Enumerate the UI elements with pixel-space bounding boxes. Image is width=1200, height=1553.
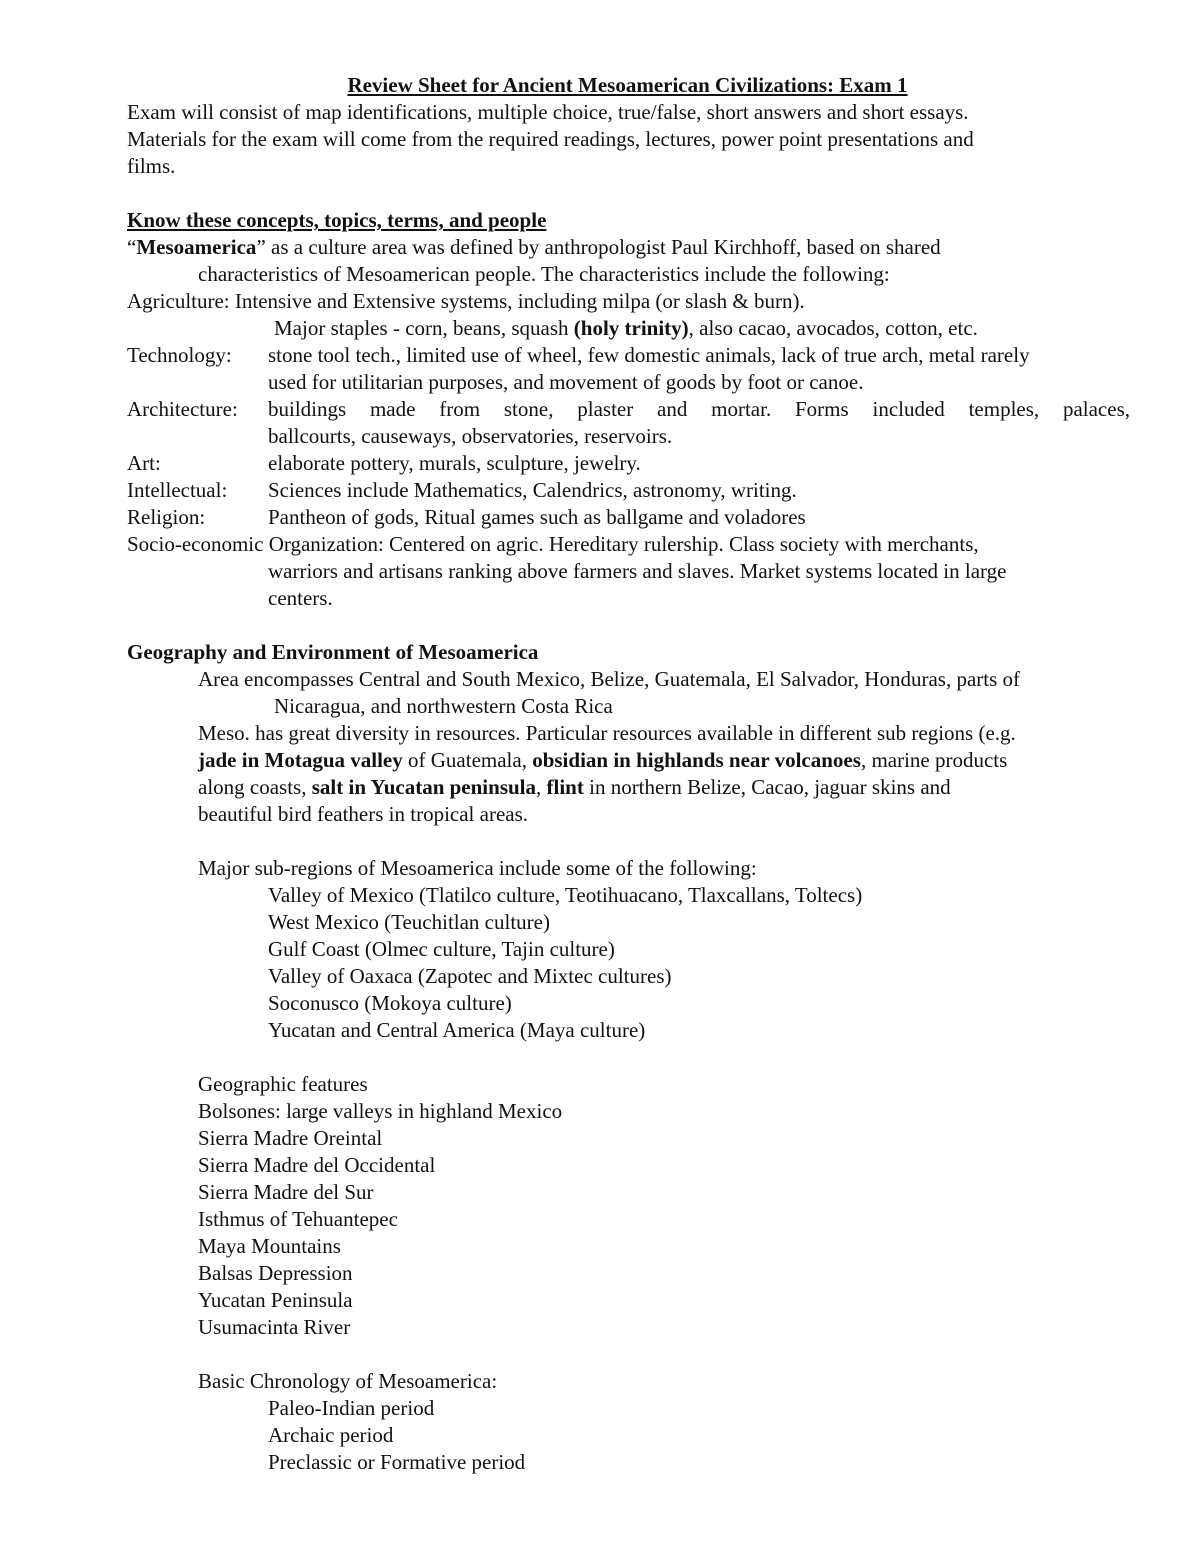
- religion-text: Pantheon of gods, Ritual games such as ballgame and voladores: [268, 505, 806, 529]
- feature-item: Maya Mountains: [198, 1234, 341, 1258]
- subregion-item: West Mexico (Teuchitlan culture): [268, 910, 550, 934]
- feature-item: Balsas Depression: [198, 1261, 353, 1285]
- diversity-text: of Guatemala,: [402, 748, 533, 772]
- staples-text-end: , also cacao, avocados, cotton, etc.: [688, 316, 978, 340]
- chronology-item: Preclassic or Formative period: [268, 1450, 526, 1474]
- diversity-text: ,: [536, 775, 547, 799]
- socio-text: Centered on agric. Hereditary rulership. Class society with merchants,: [383, 532, 979, 556]
- religion-label: Religion:: [127, 505, 206, 529]
- socio-row: [127, 531, 979, 558]
- socio-continuation: warriors and artisans ranking above farmers and slaves. Market systems located in large: [268, 559, 1007, 583]
- art-label: Art:: [127, 451, 161, 475]
- features-heading: Geographic features: [198, 1072, 368, 1096]
- flint-term: flint: [546, 775, 584, 799]
- agriculture-label: Agriculture:: [127, 289, 230, 313]
- chronology-item: Archaic period: [268, 1423, 394, 1447]
- definition-text: ” as a culture area was defined by anthropologist Paul Kirchhoff, based on shared: [256, 235, 941, 259]
- salt-term: salt in Yucatan peninsula: [311, 775, 537, 799]
- intellectual-label: Intellectual:: [127, 478, 228, 502]
- intellectual-text: Sciences include Mathematics, Calendrics, astronomy, writing.: [268, 478, 797, 502]
- intro-line: films.: [127, 154, 176, 178]
- agriculture-text: Intensive and Extensive systems, including milpa (or slash & burn).: [229, 289, 805, 313]
- feature-item: Yucatan Peninsula: [198, 1288, 353, 1312]
- art-row: [127, 450, 641, 477]
- subregion-item: Soconusco (Mokoya culture): [268, 991, 512, 1015]
- technology-row: [127, 342, 1030, 369]
- diversity-line: [198, 774, 951, 801]
- feature-item: Isthmus of Tehuantepec: [198, 1207, 398, 1231]
- agriculture-row: [127, 288, 805, 315]
- intro-line: Exam will consist of map identifications, multiple choice, true/false, short answers and short essays.: [127, 100, 969, 124]
- subregion-item: Yucatan and Central America (Maya culture): [268, 1018, 646, 1042]
- feature-item: Bolsones: large valleys in highland Mexico: [198, 1099, 563, 1123]
- concepts-heading: Know these concepts, topics, terms, and people: [127, 208, 547, 232]
- diversity-text: , marine products: [860, 748, 1008, 772]
- feature-item: Sierra Madre del Occidental: [198, 1153, 436, 1177]
- geography-heading: Geography and Environment of Mesoamerica: [127, 640, 539, 664]
- diversity-line: [198, 747, 1007, 774]
- staples-line: [274, 315, 978, 342]
- socio-label: Socio-economic Organization:: [127, 532, 384, 556]
- religion-row: [127, 504, 806, 531]
- diversity-line: beautiful bird feathers in tropical areas.: [198, 802, 529, 826]
- obsidian-term: obsidian in highlands near volcanoes: [532, 748, 861, 772]
- staples-text: Major staples - corn, beans, squash: [274, 316, 574, 340]
- art-text: elaborate pottery, murals, sculpture, jewelry.: [268, 451, 641, 475]
- socio-continuation: centers.: [268, 586, 333, 610]
- jade-term: jade in Motagua valley: [198, 748, 403, 772]
- technology-label: Technology:: [127, 343, 232, 367]
- subregions-intro: Major sub-regions of Mesoamerica include some of the following:: [198, 856, 757, 880]
- subregion-item: Valley of Mexico (Tlatilco culture, Teotihuacano, Tlaxcallans, Toltecs): [268, 883, 863, 907]
- holy-trinity: (holy trinity): [573, 316, 689, 340]
- subregion-item: Valley of Oaxaca (Zapotec and Mixtec cultures): [268, 964, 672, 988]
- intro-line: Materials for the exam will come from the required readings, lectures, power point presentations and: [127, 127, 974, 151]
- diversity-text: along coasts,: [198, 775, 312, 799]
- feature-item: Sierra Madre Oreintal: [198, 1126, 383, 1150]
- chronology-heading: Basic Chronology of Mesoamerica:: [198, 1369, 498, 1393]
- area-line: Area encompasses Central and South Mexico, Belize, Guatemala, El Salvador, Honduras, parts of: [198, 667, 1021, 691]
- intellectual-row: [127, 477, 797, 504]
- feature-item: Usumacinta River: [198, 1315, 351, 1339]
- area-continuation: Nicaragua, and northwestern Costa Rica: [274, 694, 613, 718]
- chronology-item: Paleo-Indian period: [268, 1396, 435, 1420]
- mesoamerica-term: Mesoamerica: [136, 235, 257, 259]
- diversity-line: Meso. has great diversity in resources. Particular resources available in different sub regions (e.g.: [198, 721, 1016, 745]
- open-quote: “: [127, 235, 137, 259]
- technology-text: stone tool tech., limited use of wheel, few domestic animals, lack of true arch, metal rarely: [268, 343, 1030, 367]
- architecture-text: buildings made from stone, plaster and mortar. Forms included temples, palaces,: [268, 397, 1130, 421]
- diversity-text: in northern Belize, Cacao, jaguar skins and: [583, 775, 951, 799]
- feature-item: Sierra Madre del Sur: [198, 1180, 374, 1204]
- architecture-label: Architecture:: [127, 397, 238, 421]
- definition-continuation: characteristics of Mesoamerican people. The characteristics include the following:: [198, 262, 890, 286]
- technology-continuation: used for utilitarian purposes, and movement of goods by foot or canoe.: [268, 370, 864, 394]
- mesoamerica-definition: [127, 234, 941, 261]
- subregion-item: Gulf Coast (Olmec culture, Tajin culture): [268, 937, 615, 961]
- page-title: Review Sheet for Ancient Mesoamerican Civilizations: Exam 1: [347, 73, 908, 97]
- architecture-continuation: ballcourts, causeways, observatories, reservoirs.: [268, 424, 673, 448]
